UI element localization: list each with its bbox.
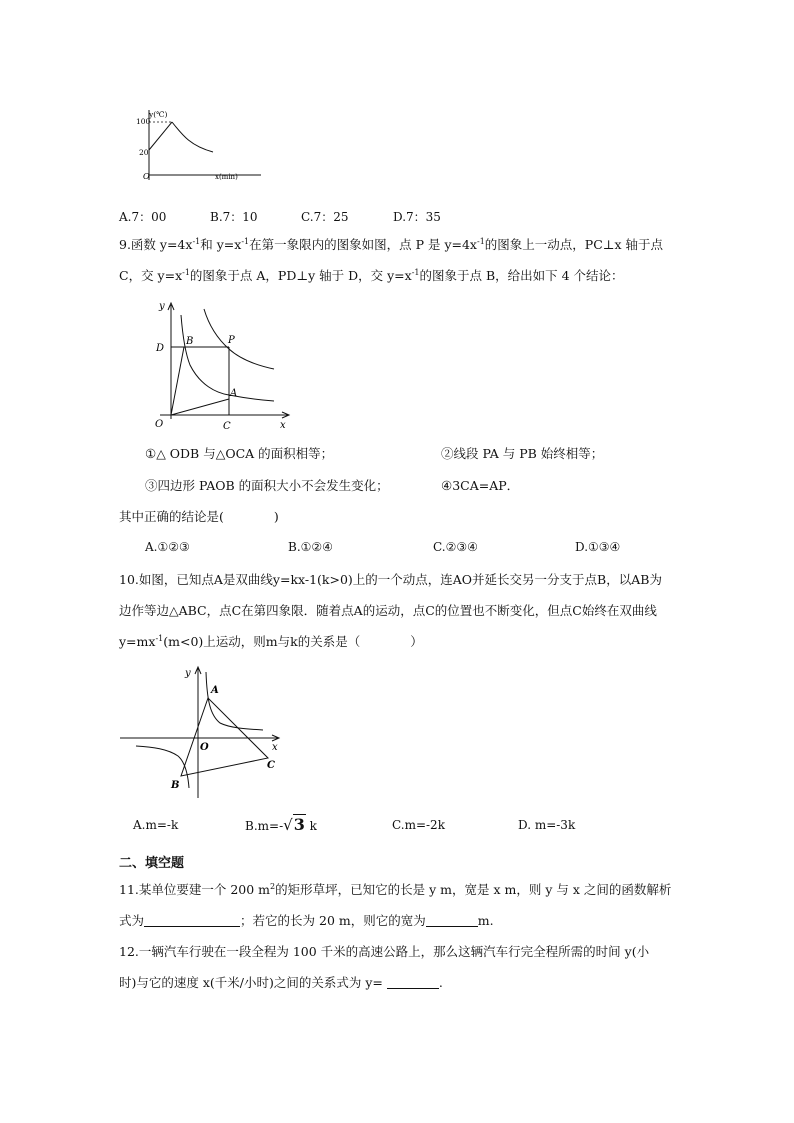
- q9-statement-1: ①△ ODB 与△OCA 的面积相等；: [145, 446, 334, 461]
- q9-l1-post: 的图象上一动点，PC⊥x 轴于点: [484, 237, 664, 252]
- q10-option-c: C.m=-2k: [392, 818, 445, 832]
- q10-option-b: [245, 815, 317, 834]
- q9-option-c: C.②③④: [433, 540, 478, 554]
- q11-blank-width[interactable]: [426, 914, 478, 927]
- fig8-cooling-curve: [172, 122, 213, 152]
- q9-statement-2: ②线段 PA 与 PB 始终相等；: [441, 446, 604, 461]
- q12-l2-pre: 时)与它的速度 x(千米/小时)之间的关系式为 y=: [119, 975, 383, 990]
- q8-option-c: C.7：25: [301, 210, 349, 224]
- q11-l2-mid: ；若它的长为 20 m，则它的宽为: [240, 913, 426, 928]
- fig9-label-o: O: [155, 419, 164, 430]
- fig10-label-o: O: [200, 742, 209, 753]
- q9-exp-5: -1: [411, 268, 420, 277]
- q12-line-1: 12.一辆汽车行驶在一段全程为 100 千米的高速公路上，那么这辆汽车行完全程所需的时间 y(小: [119, 944, 650, 959]
- fig9-label-y: y: [159, 301, 165, 312]
- q8-option-d: D.7：35: [393, 210, 441, 224]
- fig8-x-label: x(min): [215, 173, 238, 181]
- fig8-y-label: y(℃): [149, 110, 168, 119]
- fig8-tick-100: 100: [136, 117, 151, 126]
- q9-option-b: B.①②④: [288, 540, 333, 554]
- fig8-tick-20: 20: [139, 148, 149, 157]
- fig9-segment-oa: [171, 399, 229, 415]
- fig8-heating-line: [149, 122, 172, 150]
- q10-option-b-post: k: [309, 819, 317, 833]
- q9-exp-4: -1: [182, 268, 190, 277]
- q9-option-a: A.①②③: [145, 540, 190, 554]
- q10-option-a: A.m=-k: [133, 818, 179, 832]
- fig10-label-y: y: [185, 668, 191, 679]
- fig9-label-p: P: [228, 335, 235, 346]
- q9-l2-post: 的图象于点 B，给出如下 4 个结论：: [419, 268, 624, 283]
- q12-line-2: [119, 975, 443, 991]
- fig9-segment-ob: [171, 347, 184, 415]
- section-title-fill-in: 二、填空题: [119, 856, 185, 871]
- q10-option-b-radicand: 3: [293, 815, 305, 834]
- hyperbola-figure-q9: [150, 295, 295, 435]
- temperature-time-graph: [125, 104, 275, 186]
- q9-prompt: 其中正确的结论是( ): [119, 509, 279, 524]
- q10-exp: -1: [155, 634, 164, 643]
- q9-l2-pre: C，交 y=x: [119, 268, 183, 283]
- q9-statement-4: ④3CA=AP．: [441, 478, 520, 493]
- q11-blank-expression[interactable]: [144, 914, 240, 927]
- q10-option-d: D. m=-3k: [518, 818, 576, 832]
- q11-l2-post: m.: [477, 913, 494, 928]
- fig10-label-c: C: [267, 760, 275, 771]
- equilateral-triangle-hyperbola-figure: [118, 660, 290, 802]
- q11-l2-pre: 式为: [119, 913, 145, 928]
- q9-l2-mid: 的图象于点 A，PD⊥y 轴于 D，交 y=x: [189, 268, 412, 283]
- fig9-label-a: A: [230, 388, 238, 399]
- fig10-label-x: x: [272, 742, 278, 753]
- q8-option-a: A.7：00: [119, 210, 167, 224]
- q9-statement-3: ③四边形 PAOB 的面积大小不会发生变化；: [145, 478, 389, 493]
- q9-option-d: D.①③④: [575, 540, 621, 554]
- q11-square: 2: [270, 882, 276, 891]
- q11-line-1: [119, 882, 671, 898]
- q10-line-2: 边作等边△ABC，点C在第四象限．随着点A的运动，点C的位置也不断变化，但点C始终在双曲线: [119, 603, 657, 618]
- q11-l1-post: 的矩形草坪，已知它的长是 y m，宽是 x m，则 y 与 x 之间的函数解析: [275, 882, 672, 897]
- fig9-label-d: D: [156, 343, 165, 354]
- fig9-curve-y-1-over-x: [181, 315, 274, 401]
- q9-exp-1: -1: [192, 237, 201, 246]
- q9-exp-3: -1: [476, 237, 485, 246]
- q10-line-1: 10.如图，已知点A是双曲线y=kx-1(k>0)上的一个动点，连AO并延长交另一分支于点B，以AB为: [119, 572, 662, 587]
- q12-blank-relation[interactable]: [387, 976, 439, 989]
- fig10-label-b: B: [171, 780, 180, 791]
- fig9-label-c: C: [223, 421, 231, 432]
- fig10-triangle-abc: [181, 698, 268, 776]
- fig10-branch-third-quadrant: [136, 746, 189, 788]
- q9-line-2: [119, 268, 624, 284]
- q12-l2-post: .: [438, 975, 443, 990]
- fig9-label-x: x: [280, 420, 286, 431]
- q9-l1-pre: 9.函数 y=4x: [119, 237, 193, 252]
- q8-option-b: B.7：10: [210, 210, 258, 224]
- q9-exp-2: -1: [241, 237, 250, 246]
- q10-l3-pre: y=mx: [119, 634, 156, 649]
- q10-option-b-pre: B.m=-: [245, 819, 284, 833]
- q9-l1-mid: 在第一象限内的图象如图，点 P 是 y=4x: [249, 237, 477, 252]
- q9-line-1: [119, 237, 663, 253]
- fig10-label-a: A: [211, 685, 219, 696]
- fig9-curve-y-4-over-x: [204, 309, 274, 369]
- fig9-label-b: B: [186, 336, 194, 347]
- q10-line-3: [119, 634, 423, 650]
- fig10-branch-first-quadrant: [206, 672, 263, 730]
- q10-l3-post: (m<0)上运动，则m与k的关系是（ ）: [163, 634, 423, 649]
- q9-l1-and: 和 y=x: [200, 237, 242, 252]
- sqrt-icon: √: [283, 816, 293, 834]
- q11-line-2: [119, 913, 494, 929]
- q11-l1-pre: 11.某单位要建一个 200 m: [119, 882, 271, 897]
- fig8-origin: O: [143, 172, 150, 181]
